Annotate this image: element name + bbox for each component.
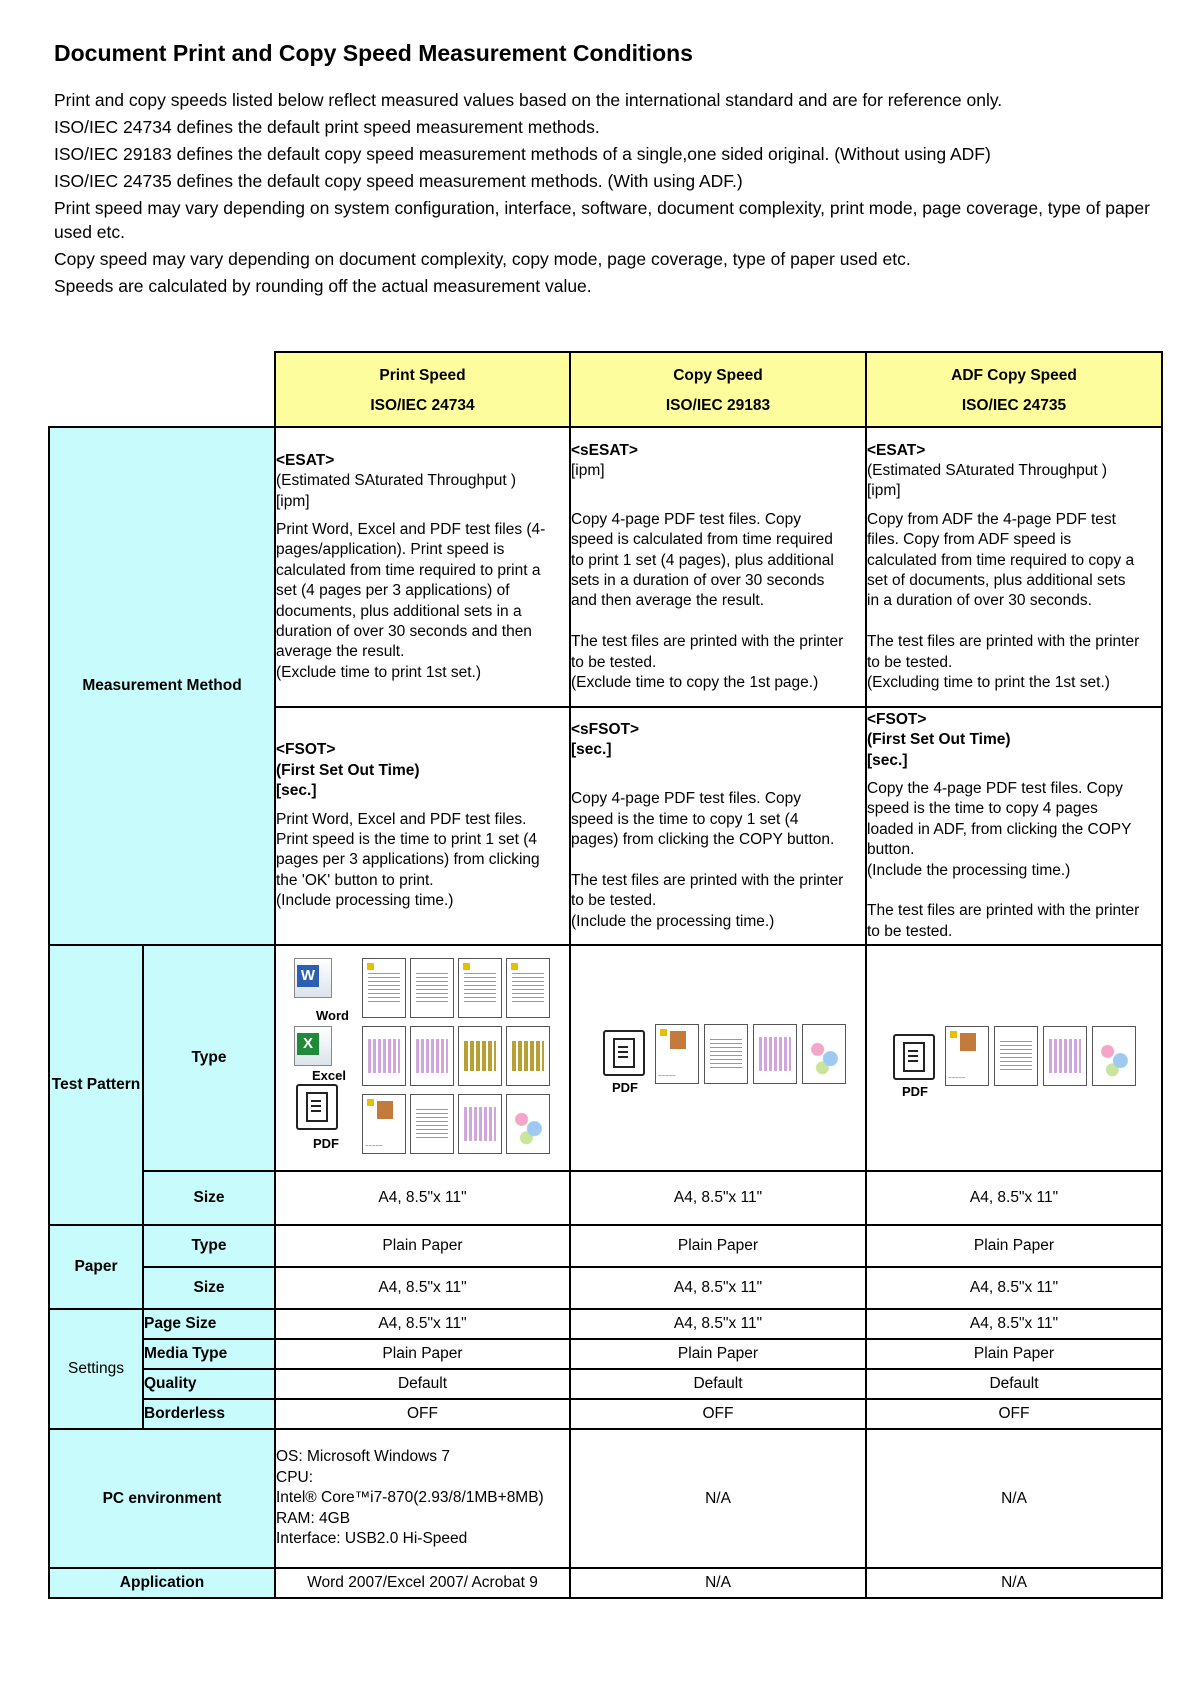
cell-text: (Excluding time to print the 1st set.)	[867, 674, 1110, 692]
test-page-thumbnail: ~~~~~	[945, 1026, 989, 1086]
cell-heading: <sFSOT>	[571, 720, 640, 738]
cell-text: Intel® Core™i7-870(2.93/8/1MB+8MB)	[276, 1489, 544, 1507]
cell-heading: <sESAT>	[571, 441, 638, 459]
cell-heading: <FSOT>	[276, 741, 336, 759]
pc-environment-cell	[275, 1429, 570, 1568]
excel-label: Excel	[312, 1068, 346, 1083]
cell-text: (Include the processing time.)	[867, 861, 1071, 879]
cell-text: documents, plus additional sets in a	[276, 602, 522, 620]
cell-text: to be tested.	[867, 922, 953, 940]
intro-line: ISO/IEC 24734 defines the default print speed measurement methods.	[54, 117, 600, 137]
intro-line: Copy speed may vary depending on document complexity, copy mode, page coverage, type of paper used etc.	[54, 249, 911, 269]
column-standard: ISO/IEC 29183	[665, 396, 771, 414]
print-test-pattern	[275, 945, 570, 1171]
value-cell: Plain Paper	[275, 1225, 570, 1267]
cell-text: calculated from time required to copy a	[867, 551, 1135, 569]
cell-text: to be tested.	[867, 653, 953, 671]
cell-heading: (First Set Out Time)	[276, 761, 420, 779]
cell-text: duration of over 30 seconds and then	[276, 623, 532, 641]
column-header-copy	[570, 352, 866, 427]
cell-text: Print Word, Excel and PDF test files (4-	[276, 520, 546, 538]
cell-heading: [sec.]	[571, 741, 612, 759]
pdf-icon	[603, 1030, 645, 1076]
cell-text: sets in a duration of over 30 seconds	[571, 572, 825, 589]
test-page-thumbnail	[506, 1026, 550, 1086]
value-cell: N/A	[570, 1568, 866, 1598]
cell-text: the 'OK' button to print.	[276, 871, 434, 889]
row-label-borderless: Borderless	[143, 1399, 275, 1429]
row-label-test-pattern: Test Pattern	[49, 945, 143, 1225]
intro-text	[54, 88, 1164, 301]
row-label-media-type: Media Type	[143, 1339, 275, 1369]
test-page-thumbnail	[506, 1094, 550, 1154]
cell-heading: [sec.]	[276, 782, 317, 800]
test-page-thumbnail	[704, 1024, 748, 1084]
cell-text: (Estimated SAturated Throughput )	[276, 472, 517, 490]
cell-text: The test files are printed with the printer	[867, 633, 1140, 651]
test-page-thumbnail: ~~~~~	[362, 1094, 406, 1154]
row-label-measurement-method: Measurement Method	[49, 427, 275, 945]
intro-line: Speeds are calculated by rounding off the actual measurement value.	[54, 276, 592, 296]
row-label-page-size: Page Size	[143, 1309, 275, 1339]
value-cell: Default	[570, 1369, 866, 1399]
value-cell: N/A	[570, 1429, 866, 1568]
pdf-label: PDF	[612, 1080, 638, 1095]
cell-text: in a duration of over 30 seconds.	[867, 592, 1092, 610]
test-page-thumbnail	[458, 958, 502, 1018]
test-page-thumbnail: ~~~~~	[655, 1024, 699, 1084]
esat-cell	[275, 427, 570, 707]
cell-text: set of documents, plus additional sets	[867, 572, 1126, 589]
adf-test-pattern	[866, 945, 1162, 1171]
copy-test-pattern	[570, 945, 866, 1171]
test-page-thumbnail	[458, 1094, 502, 1154]
speed-conditions-table	[48, 351, 1163, 1599]
test-page-thumbnail	[506, 958, 550, 1018]
value-cell: Default	[866, 1369, 1162, 1399]
test-page-thumbnail	[753, 1024, 797, 1084]
cell-text: pages per 3 applications) from clicking	[276, 851, 540, 869]
row-label-quality: Quality	[143, 1369, 275, 1399]
cell-text: files. Copy from ADF speed is	[867, 531, 1072, 549]
value-cell: Default	[275, 1369, 570, 1399]
cell-text: The test files are printed with the printer	[571, 633, 844, 651]
cell-text: Copy the 4-page PDF test files. Copy	[867, 779, 1123, 797]
cell-text: Print speed is the time to print 1 set (4	[276, 831, 538, 848]
value-cell: A4, 8.5"x 11"	[275, 1309, 570, 1339]
pdf-label: PDF	[313, 1136, 339, 1151]
intro-line: Print speed may vary depending on system configuration, interface, software, document complexity, print mode, page coverage, type of paper used etc.	[54, 198, 1150, 242]
table-corner	[49, 352, 275, 427]
row-label-type: Type	[143, 945, 275, 1171]
cell-text: (Include processing time.)	[276, 892, 454, 910]
value-cell: A4, 8.5"x 11"	[866, 1171, 1162, 1225]
column-title: ADF Copy Speed	[951, 366, 1077, 384]
test-page-thumbnail	[1043, 1026, 1087, 1086]
adf-esat-cell	[866, 427, 1162, 707]
column-header-print	[275, 352, 570, 427]
cell-text: button.	[867, 841, 915, 859]
cell-text: RAM: 4GB	[276, 1509, 351, 1527]
value-cell: N/A	[866, 1429, 1162, 1568]
cell-text: Interface: USB2.0 Hi-Speed	[276, 1530, 468, 1548]
cell-text: CPU:	[276, 1468, 314, 1486]
sesat-cell	[570, 427, 866, 707]
cell-text: pages) from clicking the COPY button.	[571, 831, 835, 848]
cell-text: set (4 pages per 3 applications) of	[276, 582, 510, 600]
cell-text: speed is the time to copy 1 set (4	[571, 810, 799, 828]
value-cell: Plain Paper	[866, 1225, 1162, 1267]
column-header-adf-copy	[866, 352, 1162, 427]
cell-heading: <ESAT>	[867, 441, 926, 459]
cell-text: Copy 4-page PDF test files. Copy	[571, 790, 802, 808]
pdf-icon	[893, 1034, 935, 1080]
cell-text: (Estimated SAturated Throughput )	[867, 461, 1108, 479]
cell-text: (Exclude time to print 1st set.)	[276, 663, 482, 681]
column-title: Print Speed	[379, 366, 466, 384]
value-cell: A4, 8.5"x 11"	[275, 1267, 570, 1309]
test-page-thumbnail	[994, 1026, 1038, 1086]
cell-heading: <ESAT>	[276, 451, 335, 469]
cell-text: speed is calculated from time required	[571, 531, 833, 549]
cell-text: [ipm]	[571, 461, 605, 479]
value-cell: A4, 8.5"x 11"	[570, 1309, 866, 1339]
value-cell: A4, 8.5"x 11"	[570, 1171, 866, 1225]
pdf-label: PDF	[902, 1084, 928, 1099]
cell-heading: [sec.]	[867, 751, 908, 769]
test-page-thumbnail	[362, 958, 406, 1018]
row-label-application: Application	[49, 1568, 275, 1598]
word-label: Word	[316, 1008, 349, 1023]
cell-text: (Exclude time to copy the 1st page.)	[571, 674, 819, 692]
adf-fsot-cell	[866, 707, 1162, 945]
cell-text: Copy 4-page PDF test files. Copy	[571, 510, 802, 528]
intro-line: Print and copy speeds listed below reflect measured values based on the international standard and are for reference only.	[54, 90, 1003, 110]
row-label-paper: Paper	[49, 1225, 143, 1309]
cell-heading: <FSOT>	[867, 710, 927, 728]
cell-text: (Include the processing time.)	[571, 912, 775, 930]
value-cell: Plain Paper	[570, 1339, 866, 1369]
row-label-type: Type	[143, 1225, 275, 1267]
value-cell: A4, 8.5"x 11"	[866, 1309, 1162, 1339]
test-page-thumbnail	[1092, 1026, 1136, 1086]
test-page-thumbnail	[458, 1026, 502, 1086]
value-cell: OFF	[570, 1399, 866, 1429]
cell-text: [ipm]	[867, 482, 901, 500]
cell-text: Print Word, Excel and PDF test files.	[276, 810, 527, 828]
row-label-pc-environment: PC environment	[49, 1429, 275, 1568]
intro-line: ISO/IEC 29183 defines the default copy speed measurement methods of a single,one sided original. (Without using ADF)	[54, 144, 991, 164]
page-title: Document Print and Copy Speed Measurement Conditions	[54, 40, 693, 66]
value-cell: Plain Paper	[570, 1225, 866, 1267]
cell-heading: (First Set Out Time)	[867, 731, 1011, 749]
cell-text: speed is the time to copy 4 pages	[867, 800, 1098, 818]
value-cell: A4, 8.5"x 11"	[275, 1171, 570, 1225]
test-page-thumbnail	[410, 1026, 454, 1086]
cell-text: The test files are printed with the printer	[571, 871, 844, 889]
column-standard: ISO/IEC 24734	[370, 396, 475, 414]
excel-icon: X	[294, 1026, 332, 1066]
test-page-thumbnail	[410, 1094, 454, 1154]
cell-text: to print 1 set (4 pages), plus additional	[571, 551, 834, 569]
cell-text: and then average the result.	[571, 592, 765, 610]
fsot-cell	[275, 707, 570, 945]
value-cell: Word 2007/Excel 2007/ Acrobat 9	[275, 1568, 570, 1598]
value-cell: OFF	[275, 1399, 570, 1429]
value-cell: OFF	[866, 1399, 1162, 1429]
cell-text: average the result.	[276, 643, 405, 661]
test-page-thumbnail	[802, 1024, 846, 1084]
test-page-thumbnail	[362, 1026, 406, 1086]
cell-text: [ipm]	[276, 492, 310, 510]
pdf-icon	[296, 1084, 338, 1130]
cell-text: loaded in ADF, from clicking the COPY	[867, 820, 1132, 838]
column-title: Copy Speed	[673, 366, 763, 384]
row-label-settings: Settings	[49, 1309, 143, 1429]
cell-text: pages/application). Print speed is	[276, 541, 505, 559]
value-cell: A4, 8.5"x 11"	[570, 1267, 866, 1309]
cell-text: to be tested.	[571, 892, 657, 910]
cell-text: Copy from ADF the 4-page PDF test	[867, 510, 1116, 528]
sfsot-cell	[570, 707, 866, 945]
value-cell: N/A	[866, 1568, 1162, 1598]
cell-text: calculated from time required to print a	[276, 561, 541, 579]
test-page-thumbnail	[410, 958, 454, 1018]
column-standard: ISO/IEC 24735	[961, 396, 1067, 414]
word-icon: W	[294, 958, 332, 998]
value-cell: Plain Paper	[866, 1339, 1162, 1369]
intro-line: ISO/IEC 24735 defines the default copy speed measurement methods. (With using ADF.)	[54, 171, 743, 191]
cell-text: The test files are printed with the printer	[867, 902, 1140, 920]
value-cell: A4, 8.5"x 11"	[866, 1267, 1162, 1309]
cell-text: to be tested.	[571, 653, 657, 671]
value-cell: Plain Paper	[275, 1339, 570, 1369]
row-label-size: Size	[143, 1171, 275, 1225]
row-label-size: Size	[143, 1267, 275, 1309]
cell-text: OS: Microsoft Windows 7	[276, 1448, 450, 1466]
